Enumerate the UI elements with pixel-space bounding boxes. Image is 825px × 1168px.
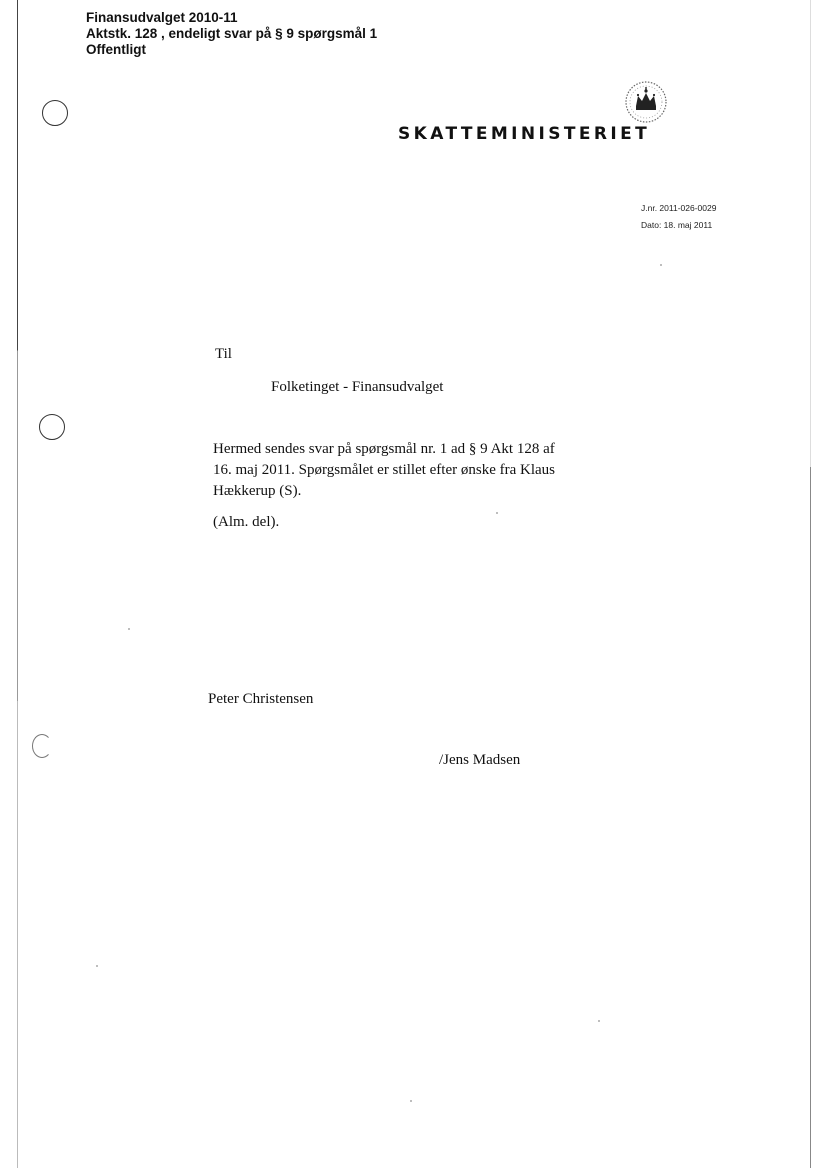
- header-classification: Offentligt: [86, 42, 146, 57]
- scan-speck: [496, 512, 498, 514]
- recipient: Folketinget - Finansudvalget: [271, 379, 444, 395]
- countersignatory: /Jens Madsen: [439, 752, 521, 768]
- punch-hole-middle: [39, 414, 65, 440]
- letter-body: [213, 439, 573, 502]
- header-committee: Finansudvalget 2010-11: [86, 10, 238, 25]
- journal-number: J.nr. 2011-026-0029: [641, 203, 717, 213]
- signatory: Peter Christensen: [208, 691, 314, 707]
- scan-speck: [128, 628, 130, 630]
- scan-speck: [410, 1100, 412, 1102]
- scan-edge-left: [17, 0, 18, 1168]
- scan-edge-right: [810, 0, 811, 1168]
- ministry-name: SKATTEMINISTERIET: [398, 124, 651, 144]
- scan-speck: [598, 1020, 600, 1022]
- letter-body-line-3: Hækkerup (S).: [213, 483, 302, 499]
- to-label: Til: [215, 346, 232, 362]
- header-reference: Aktstk. 128 , endeligt svar på § 9 spørgsmål 1: [86, 26, 378, 41]
- royal-crown-crest-icon: [624, 80, 668, 124]
- letter-body-line-1: Hermed sendes svar på spørgsmål nr. 1 ad § 9 Akt 128 af: [213, 441, 555, 457]
- punch-hole-bottom: [32, 734, 52, 758]
- document-date: Dato: 18. maj 2011: [641, 220, 713, 230]
- document-header: [86, 10, 377, 58]
- document-meta: [641, 200, 716, 234]
- scan-speck: [660, 264, 662, 266]
- scan-speck: [96, 965, 98, 967]
- punch-hole-top: [42, 100, 68, 126]
- letter-body-line-2: 16. maj 2011. Spørgsmålet er stillet efter ønske fra Klaus: [213, 462, 556, 478]
- letter-note: (Alm. del).: [213, 514, 280, 530]
